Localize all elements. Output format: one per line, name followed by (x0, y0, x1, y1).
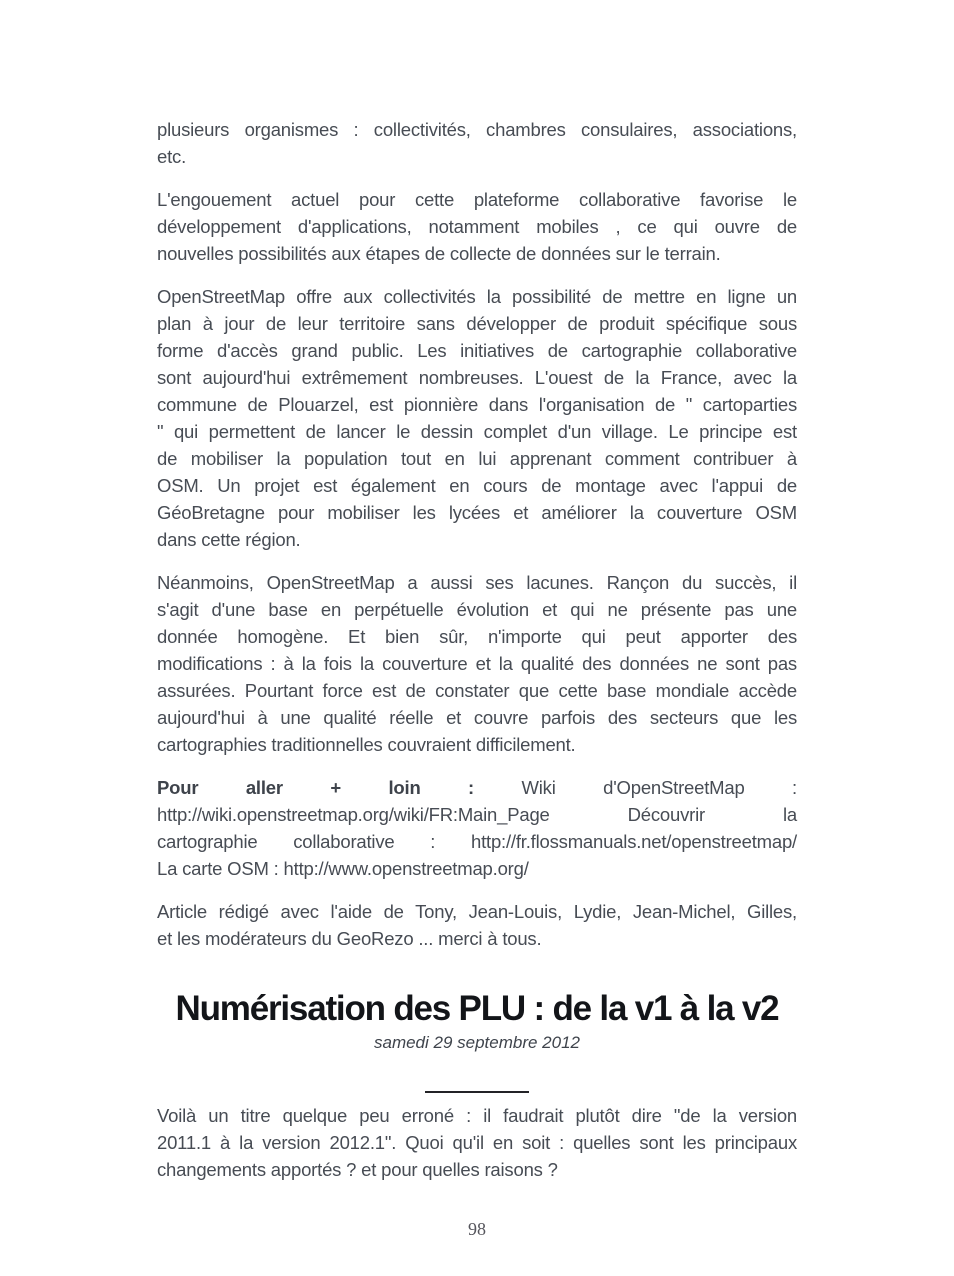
text-line: s'agit d'une base en perpétuelle évolution et qui ne présente pas une (157, 599, 797, 620)
text-line: cartographies traditionnelles couvraient difficilement. (157, 734, 576, 755)
text-line: aujourd'hui à une qualité réelle et couvre parfois des secteurs que les (157, 707, 797, 728)
wiki-openstreetmap-text: Wiki d'OpenStreetMap : (521, 777, 797, 798)
section-title: Numérisation des PLU : de la v1 à la v2 (175, 989, 779, 1028)
paragraph-engouement (157, 186, 797, 267)
paragraph-voila (157, 1102, 797, 1183)
text-line: " qui permettent de lancer le dessin complet d'un village. Le principe est (157, 421, 797, 442)
text-line: modifications : à la fois la couverture et la qualité des données ne sont pas (157, 653, 797, 674)
text-line: Voilà un titre quelque peu erroné : il faudrait plutôt dire "de la version (157, 1105, 797, 1126)
text-line: cartographie collaborative : http://fr.flossmanuals.net/openstreetmap/ (157, 831, 797, 852)
text-line: http://wiki.openstreetmap.org/wiki/FR:Main_Page Découvrir la (157, 804, 797, 825)
text-line: etc. (157, 146, 187, 167)
pour-aller-loin-first-line (157, 774, 797, 801)
paragraph-pour-aller-loin (157, 774, 797, 882)
pour-aller-loin-links (157, 801, 797, 882)
text-line: L'engouement actuel pour cette plateforme collaborative favorise le (157, 189, 797, 210)
text-line: OpenStreetMap offre aux collectivités la possibilité de mettre en ligne un (157, 286, 797, 307)
text-line: changements apportés ? et pour quelles raisons ? (157, 1159, 558, 1180)
text-line: de mobiliser la population tout en lui apprenant comment contribuer à (157, 448, 797, 469)
text-column (157, 0, 797, 1183)
text-line: La carte OSM : http://www.openstreetmap.org/ (157, 858, 529, 879)
pour-aller-loin-label: Pour aller + loin : (157, 777, 475, 798)
text-line: Article rédigé avec l'aide de Tony, Jean-Louis, Lydie, Jean-Michel, Gilles, (157, 901, 797, 922)
text-line: 2011.1 à la version 2012.1". Quoi qu'il en soit : quelles sont les principaux (157, 1132, 797, 1153)
paragraph-organismes (157, 116, 797, 170)
text-line: OSM. Un projet est également en cours de montage avec l'appui de (157, 475, 797, 496)
text-line: sont aujourd'hui extrêmement nombreuses. L'ouest de la France, avec la (157, 367, 797, 388)
text-line: développement d'applications, notamment mobiles , ce qui ouvre de (157, 216, 797, 237)
paragraph-osm-collectivites (157, 283, 797, 553)
paragraph-credits (157, 898, 797, 952)
text-line: dans cette région. (157, 529, 301, 550)
text-line: plusieurs organismes : collectivités, chambres consulaires, associations, (157, 119, 797, 140)
text-line: nouvelles possibilités aux étapes de collecte de données sur le terrain. (157, 243, 721, 264)
text-line: commune de Plouarzel, est pionnière dans l'organisation de " cartoparties (157, 394, 797, 415)
text-line: et les modérateurs du GeoRezo ... merci à tous. (157, 928, 542, 949)
text-line: assurées. Pourtant force est de constater que cette base mondiale accède (157, 680, 797, 701)
section-divider (425, 1091, 529, 1093)
text-line: forme d'accès grand public. Les initiatives de cartographie collaborative (157, 340, 797, 361)
text-line: plan à jour de leur territoire sans développer de produit spécifique sous (157, 313, 797, 334)
section-date: samedi 29 septembre 2012 (373, 1033, 581, 1052)
text-line: Néanmoins, OpenStreetMap a aussi ses lacunes. Rançon du succès, il (157, 572, 797, 593)
text-line: GéoBretagne pour mobiliser les lycées et améliorer la couverture OSM (157, 502, 797, 523)
text-line: donnée homogène. Et bien sûr, n'importe qui peut apporter des (157, 626, 797, 647)
paragraph-lacunes (157, 569, 797, 758)
page-number: 98 (468, 1219, 486, 1239)
